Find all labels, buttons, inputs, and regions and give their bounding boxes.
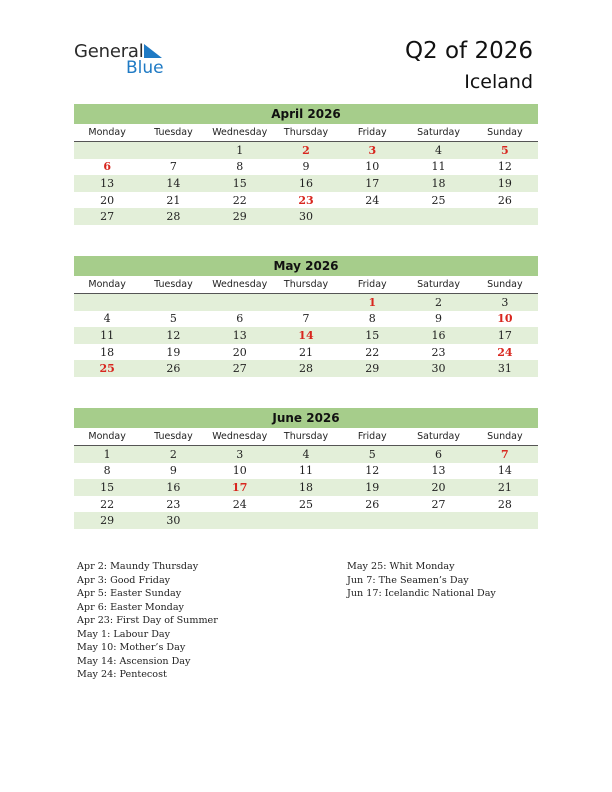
week-row — [74, 208, 538, 225]
day-cell: 13 — [431, 464, 446, 478]
day-cell: 8 — [103, 464, 111, 478]
weekday-header: Saturday — [405, 428, 471, 446]
day-cell: 5 — [339, 446, 405, 463]
day-cell: 2 — [405, 294, 471, 311]
week-row — [74, 311, 538, 328]
day-cell: 6 — [236, 312, 244, 326]
day-cell: 3 — [472, 294, 538, 311]
day-cell: 4 — [273, 446, 339, 463]
logo-word-general: General — [74, 41, 144, 62]
empty-cell — [140, 294, 206, 311]
empty-cell — [74, 294, 140, 311]
day-cell: 25 — [298, 497, 313, 511]
day-cell: 14 — [273, 327, 339, 344]
day-cell: 16 — [405, 327, 471, 344]
calendar-grid — [74, 428, 538, 529]
weekday-header: Sunday — [472, 276, 538, 294]
day-cell: 15 — [74, 479, 140, 496]
calendar-grid — [74, 276, 538, 377]
day-cell: 7 — [472, 446, 538, 463]
month-may — [74, 256, 538, 377]
day-cell: 14 — [140, 175, 206, 192]
day-cell: 21 — [166, 193, 181, 207]
day-cell: 24 — [365, 193, 380, 207]
day-cell: 31 — [472, 360, 538, 377]
empty-cell — [140, 142, 206, 159]
day-cell: 25 — [431, 193, 446, 207]
day-cell: 30 — [273, 208, 339, 225]
day-cell: 4 — [103, 312, 111, 326]
day-cell: 11 — [74, 327, 140, 344]
weekday-header: Friday — [339, 276, 405, 294]
day-cell: 3 — [207, 446, 273, 463]
day-cell: 12 — [140, 327, 206, 344]
day-cell: 8 — [368, 312, 376, 326]
weekday-header: Saturday — [405, 124, 471, 142]
day-cell: 5 — [169, 312, 177, 326]
day-cell: 24 — [497, 345, 513, 359]
empty-cell — [405, 512, 471, 529]
holiday-entry: Jun 7: The Seamen’s Day — [347, 574, 469, 586]
day-cell: 13 — [207, 327, 273, 344]
day-cell: 24 — [232, 497, 247, 511]
holiday-list-right — [347, 560, 496, 601]
day-cell: 25 — [74, 360, 140, 377]
holiday-entry: Apr 5: Easter Sunday — [77, 588, 182, 599]
day-cell: 29 — [74, 512, 140, 529]
month-title: June 2026 — [74, 408, 538, 428]
day-cell: 15 — [339, 327, 405, 344]
weekday-header: Tuesday — [140, 428, 206, 446]
day-cell: 18 — [405, 175, 471, 192]
empty-cell — [273, 294, 339, 311]
day-cell: 28 — [273, 360, 339, 377]
day-cell: 28 — [497, 497, 512, 511]
page-subtitle: Iceland — [464, 71, 533, 93]
day-cell: 10 — [365, 160, 380, 174]
day-cell: 23 — [431, 345, 446, 359]
week-row — [74, 463, 538, 480]
day-cell: 6 — [405, 446, 471, 463]
day-cell: 4 — [405, 142, 471, 159]
day-cell: 19 — [472, 175, 538, 192]
holiday-entry: Apr 23: First Day of Summer — [77, 615, 218, 626]
page-title: Q2 of 2026 — [404, 38, 533, 64]
day-cell: 20 — [405, 479, 471, 496]
day-cell: 26 — [365, 497, 380, 511]
day-cell: 17 — [472, 327, 538, 344]
day-cell: 19 — [339, 479, 405, 496]
weekday-header: Sunday — [472, 124, 538, 142]
day-cell: 11 — [431, 160, 446, 174]
day-cell: 10 — [232, 464, 247, 478]
week-row — [74, 360, 538, 377]
day-cell: 29 — [339, 360, 405, 377]
holiday-entry: May 10: Mother’s Day — [77, 642, 186, 653]
holiday-entry: May 1: Labour Day — [77, 628, 171, 640]
empty-cell — [339, 512, 405, 529]
day-cell: 30 — [405, 360, 471, 377]
weekday-header: Thursday — [273, 428, 339, 446]
day-cell: 16 — [140, 479, 206, 496]
week-row — [74, 446, 538, 463]
holiday-entry: Jun 17: Icelandic National Day — [347, 588, 496, 599]
holiday-entry: May 25: Whit Monday — [347, 561, 455, 572]
week-row — [74, 512, 538, 529]
day-cell: 3 — [339, 142, 405, 159]
holiday-list-left — [77, 560, 218, 682]
weekday-header: Monday — [74, 428, 140, 446]
day-cell: 27 — [431, 497, 446, 511]
day-cell: 5 — [472, 142, 538, 159]
day-cell: 7 — [302, 312, 310, 326]
day-cell: 17 — [339, 175, 405, 192]
empty-cell — [472, 208, 538, 225]
day-cell: 27 — [207, 360, 273, 377]
week-row — [74, 479, 538, 496]
day-cell: 9 — [435, 312, 443, 326]
logo-triangle-icon — [142, 44, 162, 60]
month-title: April 2026 — [74, 104, 538, 124]
day-cell: 1 — [207, 142, 273, 159]
holiday-entry: Apr 6: Easter Monday — [77, 601, 184, 613]
day-cell: 29 — [207, 208, 273, 225]
day-cell: 6 — [103, 160, 111, 174]
day-cell: 9 — [302, 160, 310, 174]
weekday-header: Tuesday — [140, 124, 206, 142]
day-cell: 1 — [74, 446, 140, 463]
day-cell: 12 — [497, 160, 512, 174]
month-april — [74, 104, 538, 225]
empty-cell — [339, 208, 405, 225]
holiday-entry: May 24: Pentecost — [77, 669, 167, 680]
week-row — [74, 159, 538, 176]
weekday-header: Wednesday — [207, 428, 273, 446]
day-cell: 18 — [100, 345, 115, 359]
day-cell: 21 — [298, 345, 313, 359]
day-cell: 27 — [74, 208, 140, 225]
day-cell: 14 — [497, 464, 512, 478]
day-cell: 13 — [74, 175, 140, 192]
empty-cell — [472, 512, 538, 529]
logo — [74, 41, 174, 81]
day-cell: 26 — [140, 360, 206, 377]
day-cell: 1 — [339, 294, 405, 311]
week-row — [74, 192, 538, 209]
day-cell: 7 — [169, 160, 177, 174]
weekday-header: Monday — [74, 276, 140, 294]
day-cell: 15 — [207, 175, 273, 192]
empty-cell — [74, 142, 140, 159]
day-cell: 11 — [298, 464, 313, 478]
empty-cell — [273, 512, 339, 529]
week-row — [74, 142, 538, 159]
month-title: May 2026 — [74, 256, 538, 276]
empty-cell — [207, 512, 273, 529]
day-cell: 17 — [207, 479, 273, 496]
day-cell: 18 — [273, 479, 339, 496]
day-cell: 20 — [232, 345, 247, 359]
empty-cell — [405, 208, 471, 225]
day-cell: 23 — [166, 497, 181, 511]
day-cell: 21 — [472, 479, 538, 496]
calendar-grid — [74, 124, 538, 225]
weekday-header: Friday — [339, 124, 405, 142]
day-cell: 8 — [236, 160, 244, 174]
day-cell: 30 — [140, 512, 206, 529]
month-june — [74, 408, 538, 529]
day-cell: 22 — [365, 345, 380, 359]
day-cell: 9 — [169, 464, 177, 478]
weekday-header: Wednesday — [207, 124, 273, 142]
day-cell: 23 — [298, 193, 314, 207]
weekday-header: Saturday — [405, 276, 471, 294]
empty-cell — [207, 294, 273, 311]
day-cell: 2 — [140, 446, 206, 463]
weekday-header: Tuesday — [140, 276, 206, 294]
weekday-header: Sunday — [472, 428, 538, 446]
holiday-entry: May 14: Ascension Day — [77, 655, 191, 667]
day-cell: 28 — [140, 208, 206, 225]
holiday-entry: Apr 3: Good Friday — [77, 574, 171, 586]
day-cell: 16 — [273, 175, 339, 192]
weekday-header: Thursday — [273, 276, 339, 294]
weekday-header: Friday — [339, 428, 405, 446]
week-row — [74, 496, 538, 513]
week-row — [74, 294, 538, 311]
day-cell: 12 — [365, 464, 380, 478]
week-row — [74, 327, 538, 344]
day-cell: 10 — [497, 312, 513, 326]
day-cell: 19 — [166, 345, 181, 359]
logo-word-blue: Blue — [126, 58, 164, 78]
day-cell: 2 — [273, 142, 339, 159]
weekday-header: Monday — [74, 124, 140, 142]
week-row — [74, 344, 538, 361]
week-row — [74, 175, 538, 192]
weekday-header: Thursday — [273, 124, 339, 142]
holiday-entry: Apr 2: Maundy Thursday — [77, 561, 199, 572]
day-cell: 22 — [232, 193, 247, 207]
weekday-header: Wednesday — [207, 276, 273, 294]
day-cell: 20 — [100, 193, 115, 207]
day-cell: 26 — [497, 193, 512, 207]
day-cell: 22 — [100, 497, 115, 511]
